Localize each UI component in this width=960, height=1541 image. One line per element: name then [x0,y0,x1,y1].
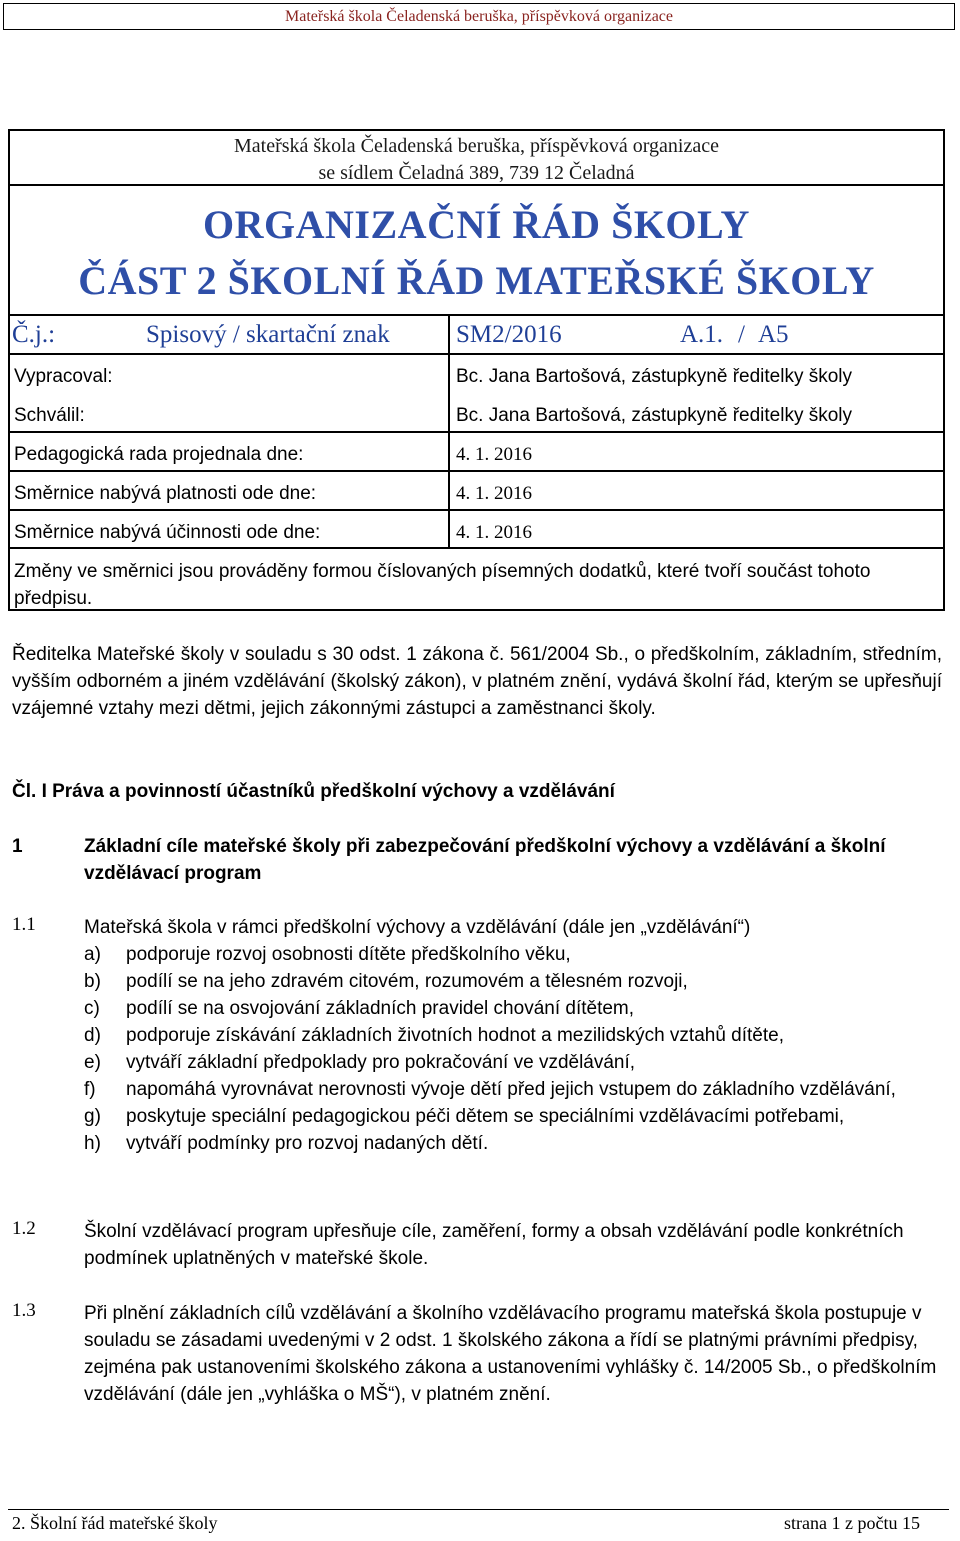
institution-name: Mateřská škola Čeladenská beruška, příspěvková organizace [233,135,719,157]
cj-code: SM2/2016 [456,321,562,348]
cj-class: A.1. [680,321,724,348]
cj-label: Č.j.: [12,321,56,348]
council-date-label: Pedagogická rada projednala dne: [14,444,304,465]
effective-date-label: Směrnice nabývá účinnosti ode dne: [14,522,321,543]
list-item: c) podílí se na osvojování základních pravidel chování dítětem, [84,998,635,1019]
validity-date-label: Směrnice nabývá platnosti ode dne: [14,483,317,504]
amendments-note: Změny ve směrnici jsou prováděny formou číslovaných písemných dodatků, které tvoří součást tohoto předpisu. [14,561,871,609]
list-item: d) podporuje získávání základních životních hodnot a mezilidských vztahů dítěte, [84,1025,784,1046]
clause-text: Při plnění základních cílů vzdělávání a školního vzdělávacího programu mateřská škola postupuje v souladu se zásadami uvedenými v 2 odst. 1 školského zákona a řídí se platnými právními předpisy, zejména pak ustanoveními školského zákona a ustanoveními vyhlášky č. 14/2005 Sb., o předškolním vzdělávání (dále jen „vyhláška o MŠ“), v platném znění. [84,1303,937,1405]
footer-divider [8,1509,949,1510]
article-title: I Práva a povinností účastníků předškolní výchovy a vzdělávání [41,781,615,802]
divider [448,314,450,431]
prepared-by-label: Vypracoval: [14,366,113,387]
list-item: f) napomáhá vyrovnávat nerovnosti vývoje dětí před jejich vstupem do základního vzdělávání, [84,1079,896,1100]
approved-by-label: Schválil: [14,405,85,426]
clause-text: Mateřská škola v rámci předškolní výchovy a vzdělávání (dále jen „vzdělávání“) [84,917,751,938]
cj-slash: / [738,321,745,348]
document-header: Mateřská škola Čeladenská beruška, příspěvková organizace [3,3,955,30]
clause-text: Školní vzdělávací program upřesňuje cíle, zaměření, formy a obsah vzdělávání podle konkrétních podmínek uplatněných v mateřské škole. [84,1221,904,1269]
effective-date-value: 4. 1. 2016 [456,522,532,543]
footer-document-name: 2. Školní řád mateřské školy [12,1513,218,1533]
divider [10,547,943,549]
divider [10,314,943,316]
divider [448,431,450,547]
divider [10,184,943,186]
list-item: a) podporuje rozvoj osobnosti dítěte předškolního věku, [84,944,571,965]
validity-date-value: 4. 1. 2016 [456,483,532,504]
document-subtitle: ČÁST 2 ŠKOLNÍ ŘÁD MATEŘSKÉ ŠKOLY [78,258,875,303]
cj-value: A5 [758,321,789,348]
prepared-by-value: Bc. Jana Bartošová, zástupkyně ředitelky školy [456,366,853,387]
section-title: Základní cíle mateřské školy při zabezpečování předškolní výchovy a vzdělávání a školní vzdělávací program [84,836,886,884]
divider [10,353,943,355]
section-number: 1 [12,836,23,857]
clause-number: 1.1 [12,914,36,935]
divider [10,509,943,511]
footer-page-number: strana 1 z počtu 15 [784,1513,920,1533]
list-item: h) vytváří podmínky pro rozvoj nadaných dětí. [84,1133,489,1154]
document-info-box [8,129,945,611]
institution-address: se sídlem Čeladná 389, 739 12 Čeladná [318,162,635,184]
list-item: b) podílí se na jeho zdravém citovém, rozumovém a tělesném rozvoji, [84,971,688,992]
clause-number: 1.2 [12,1218,36,1239]
clause-number: 1.3 [12,1300,36,1321]
approved-by-value: Bc. Jana Bartošová, zástupkyně ředitelky školy [456,405,853,426]
cj-mark-label: Spisový / skartační znak [146,321,390,348]
divider [10,431,943,433]
list-item: e) vytváří základní předpoklady pro pokračování ve vzdělávání, [84,1052,636,1073]
document-title: ORGANIZAČNÍ ŘÁD ŠKOLY [203,202,750,247]
list-item: g) poskytuje speciální pedagogickou péči dětem se speciálními vzdělávacími potřebami, [84,1106,845,1127]
article-prefix: Čl. [12,781,37,802]
goals-list [84,941,944,1157]
divider [10,470,943,472]
council-date-value: 4. 1. 2016 [456,444,532,465]
intro-paragraph: Ředitelka Mateřské školy v souladu s 30 odst. 1 zákona č. 561/2004 Sb., o předškolním, základním, středním, vyšším odborném a jiném vzdělávání (školský zákon), v platném znění, vydává školní řád, kterým se upřesňují vzájemné vztahy mezi dětmi, jejich zákonnými zástupci a zaměstnanci školy. [12,644,942,719]
article-heading [12,778,615,805]
